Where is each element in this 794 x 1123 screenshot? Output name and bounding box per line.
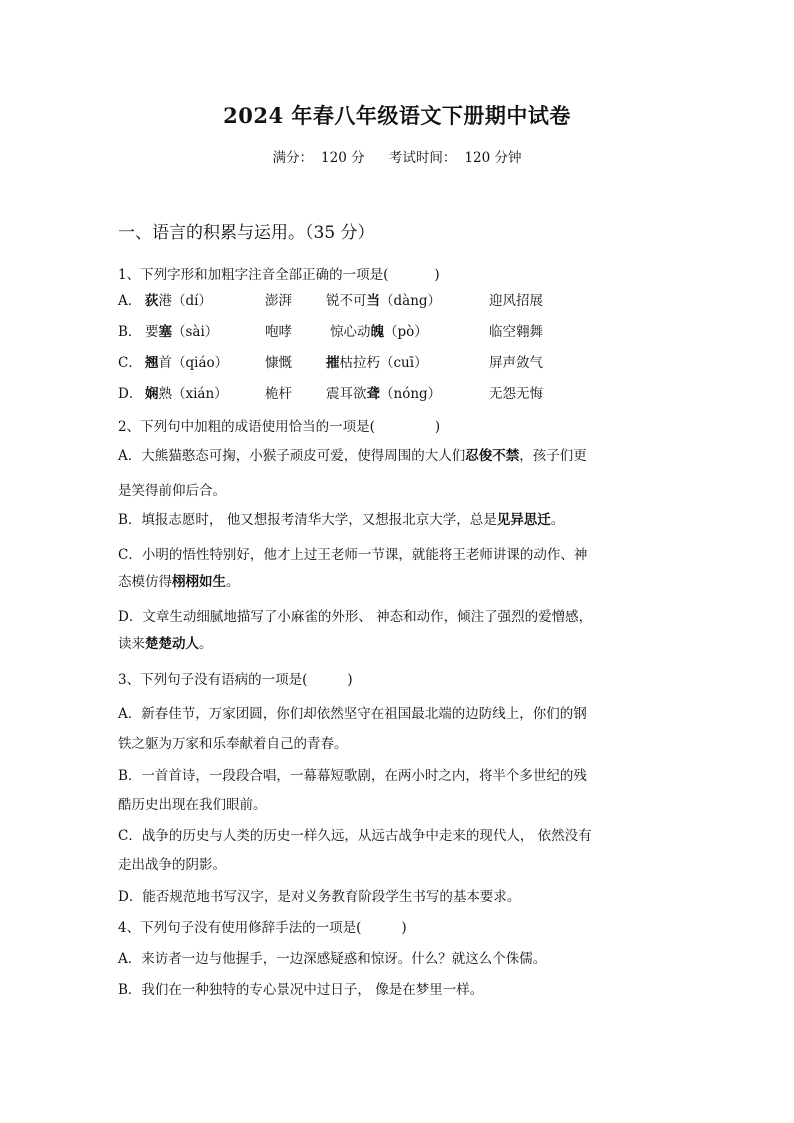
exam-meta: [0, 146, 794, 166]
question-3-option-c: C．战争的历史与人类的历史一样久远，从远古战争中走来的现代人， 依然没有: [118, 828, 592, 844]
question-4-stem: 4、下列句子没有使用修辞手法的一项是( ): [118, 920, 407, 936]
question-2-option-a-cont: 是笑得前仰后合。: [118, 483, 226, 499]
question-3-option-c-cont: 走出战争的阴影。: [118, 857, 226, 873]
question-3-stem: 3、下列句子没有语病的一项是( ): [118, 672, 353, 688]
question-3-option-b-cont: 酷历史出现在我们眼前。: [118, 797, 267, 813]
exam-page: 2024 年春八年级语文下册期中试卷 满分： 120 分 考试时间： 120 分钟 一、语言的积累与运用。（35 分） 1、下列字形和加粗字注音全部正确的一项是( ) A． 荻港（dí） 澎湃 锐不可当（dàng） 迎风招展 B． 要塞（sài） 咆哮 惊心动魄（pò） 临空翱舞 C． 翘首（qiáo） 慷慨 摧枯拉朽（cuī） 屏声敛气 D． 娴熟（xián） 桅杆 震耳欲聋（nóng） 无怨无悔 2、下列句中加粗的成语使用恰当的一项是( ) A．大熊猫憨态可掬，小猴子顽皮可爱，使得周围的大人们忍俊不禁，孩子们更 是笑得前仰后合。 B．填报志愿时， 他又想报考清华大学，又想报北京大学，总是见异思迁。 C．小明的悟性特别好，他才上过王老师一节课，就能将王老师讲课的动作、神 态模仿得栩栩如生。 D．文章生动细腻地描写了小麻雀的外形、 神态和动作，倾注了强烈的爱憎感， 读来楚楚动人。 3、下列句子没有语病的一项是( ) A．新春佳节，万家团圆，你们却依然坚守在祖国最北端的边防线上，你们的钢 铁之躯为万家和乐奉献着自己的青春。 B．一首首诗，一段段合唱，一幕幕短歌剧，在两小时之内，将半个多世纪的残 酷历史出现在我们眼前。 C．战争的历史与人类的历史一样久远，从远古战争中走来的现代人， 依然没有 走出战争的阴影。 D．能否规范地书写汉字，是对义务教育阶段学生书写的基本要求。 4、下列句子没有使用修辞手法的一项是( ) A．来访者一边与他握手，一边深感疑惑和惊讶。什么？就这么个侏儒。 B．我们在一种独特的专心景况中过日子， 像是在梦里一样。: [0, 0, 794, 1123]
question-2-option-d-cont: 读来楚楚动人。: [118, 636, 213, 652]
question-2-option-b: B．填报志愿时， 他又想报考清华大学，又想报北京大学，总是见异思迁。: [118, 512, 565, 528]
question-2-option-c: C．小明的悟性特别好，他才上过王老师一节课，就能将王老师讲课的动作、神: [118, 547, 588, 563]
time-label: 考试时间：: [388, 150, 457, 166]
question-2-option-c-cont: 态模仿得栩栩如生。: [118, 574, 240, 590]
exam-title: 2024 年春八年级语文下册期中试卷: [223, 103, 571, 128]
question-4-option-b: B．我们在一种独特的专心景况中过日子， 像是在梦里一样。: [118, 982, 484, 998]
question-2-option-d: D．文章生动细腻地描写了小麻雀的外形、 神态和动作，倾注了强烈的爱憎感，: [118, 609, 593, 625]
question-3-option-a-cont: 铁之躯为万家和乐奉献着自己的青春。: [118, 736, 348, 752]
question-3-option-d: D．能否规范地书写汉字，是对义务教育阶段学生书写的基本要求。: [118, 889, 521, 905]
question-2-stem: 2、下列句中加粗的成语使用恰当的一项是( ): [118, 419, 441, 435]
question-4-option-a: A．来访者一边与他握手，一边深感疑惑和惊讶。什么？就这么个侏儒。: [118, 951, 547, 967]
section-heading: 一、语言的积累与运用。（35 分）: [118, 223, 375, 243]
question-1-stem: 1、下列字形和加粗字注音全部正确的一项是( ): [118, 267, 440, 283]
question-3-option-b: B．一首首诗，一段段合唱，一幕幕短歌剧，在两小时之内，将半个多世纪的残: [118, 768, 587, 784]
score-label: 满分：: [272, 150, 314, 166]
question-2-option-a: A．大熊猫憨态可掬，小猴子顽皮可爱，使得周围的大人们忍俊不禁，孩子们更: [118, 448, 587, 464]
question-3-option-a: A．新春佳节，万家团圆，你们却依然坚守在祖国最北端的边防线上，你们的钢: [118, 706, 587, 722]
score-value: 120 分: [321, 150, 365, 166]
time-value: 120 分钟: [464, 150, 522, 166]
